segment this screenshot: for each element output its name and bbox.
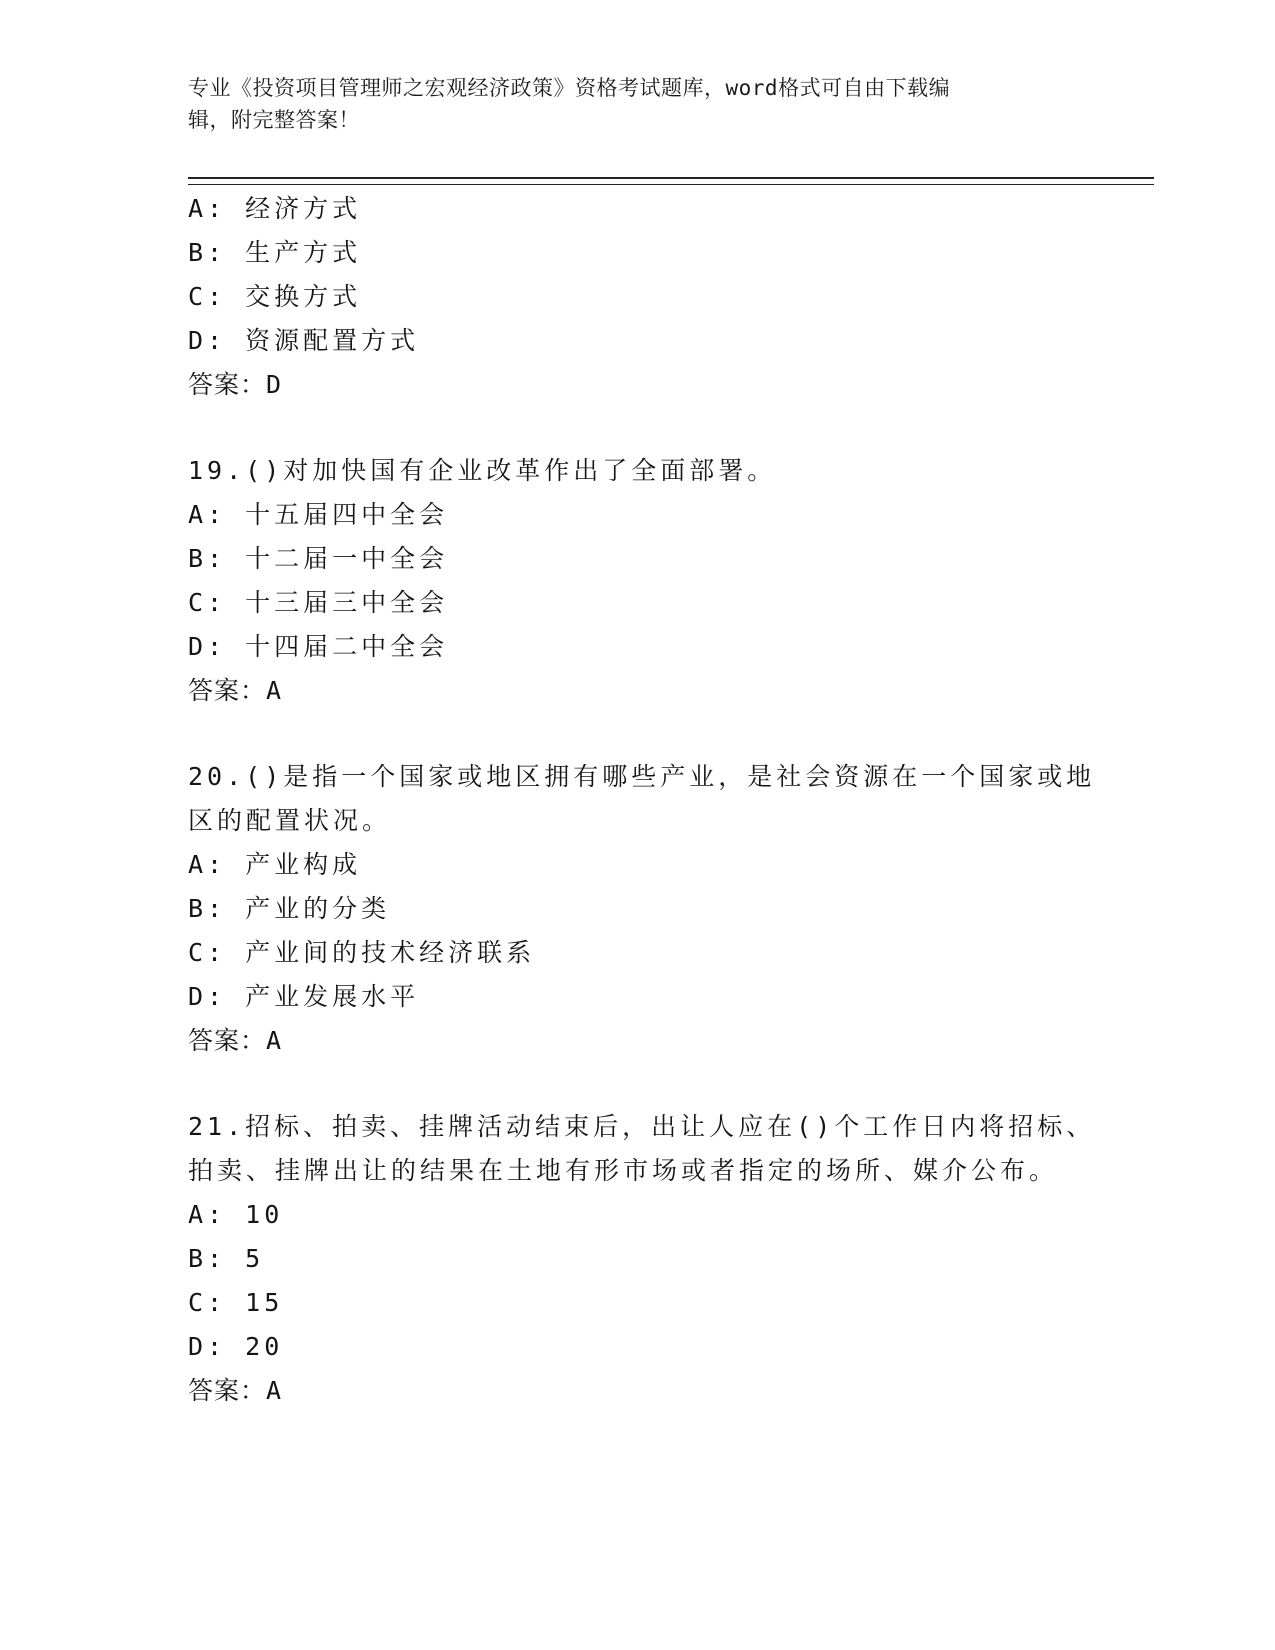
q21-stem-line-2: 拍卖、挂牌出让的结果在土地有形市场或者指定的场所、媒介公布。: [188, 1156, 1059, 1185]
q21-option-b: B: 5: [188, 1244, 265, 1273]
q18-option-a: A: 经济方式: [188, 194, 362, 223]
q21-option-d: D: 20: [188, 1332, 284, 1361]
q19-option-d: D: 十四届二中全会: [188, 632, 449, 661]
q18-option-d: D: 资源配置方式: [188, 326, 420, 355]
q18-option-b: B: 生产方式: [188, 238, 362, 267]
q20-answer: 答案：A: [188, 1026, 283, 1055]
q18-answer: 答案：D: [188, 370, 283, 399]
q21-option-c: C: 15: [188, 1288, 284, 1317]
document-header: [188, 72, 1068, 136]
q19-answer: 答案：A: [188, 676, 283, 705]
q18-option-c: C: 交换方式: [188, 282, 362, 311]
q21-stem-line-1: 21.招标、拍卖、挂牌活动结束后，出让人应在()个工作日内将招标、: [188, 1112, 1096, 1141]
q19-stem: 19.()对加快国有企业改革作出了全面部署。: [188, 456, 777, 485]
q21-option-a: A: 10: [188, 1200, 284, 1229]
q20-stem-line-1: 20.()是指一个国家或地区拥有哪些产业，是社会资源在一个国家或地: [188, 762, 1096, 791]
q19-option-a: A: 十五届四中全会: [188, 500, 449, 529]
q21-answer: 答案：A: [188, 1376, 283, 1405]
header-title-line-1: 专业《投资项目管理师之宏观经济政策》资格考试题库，word格式可自由下载编: [188, 76, 951, 100]
q20-option-d: D: 产业发展水平: [188, 982, 420, 1011]
header-divider: [188, 177, 1154, 185]
q20-option-c: C: 产业间的技术经济联系: [188, 938, 536, 967]
q20-option-a: A: 产业构成: [188, 850, 362, 879]
q19-option-c: C: 十三届三中全会: [188, 588, 449, 617]
q20-stem-line-2: 区的配置状况。: [188, 806, 392, 835]
q20-option-b: B: 产业的分类: [188, 894, 391, 923]
header-title-line-2: 辑，附完整答案！: [188, 108, 360, 132]
q19-option-b: B: 十二届一中全会: [188, 544, 449, 573]
